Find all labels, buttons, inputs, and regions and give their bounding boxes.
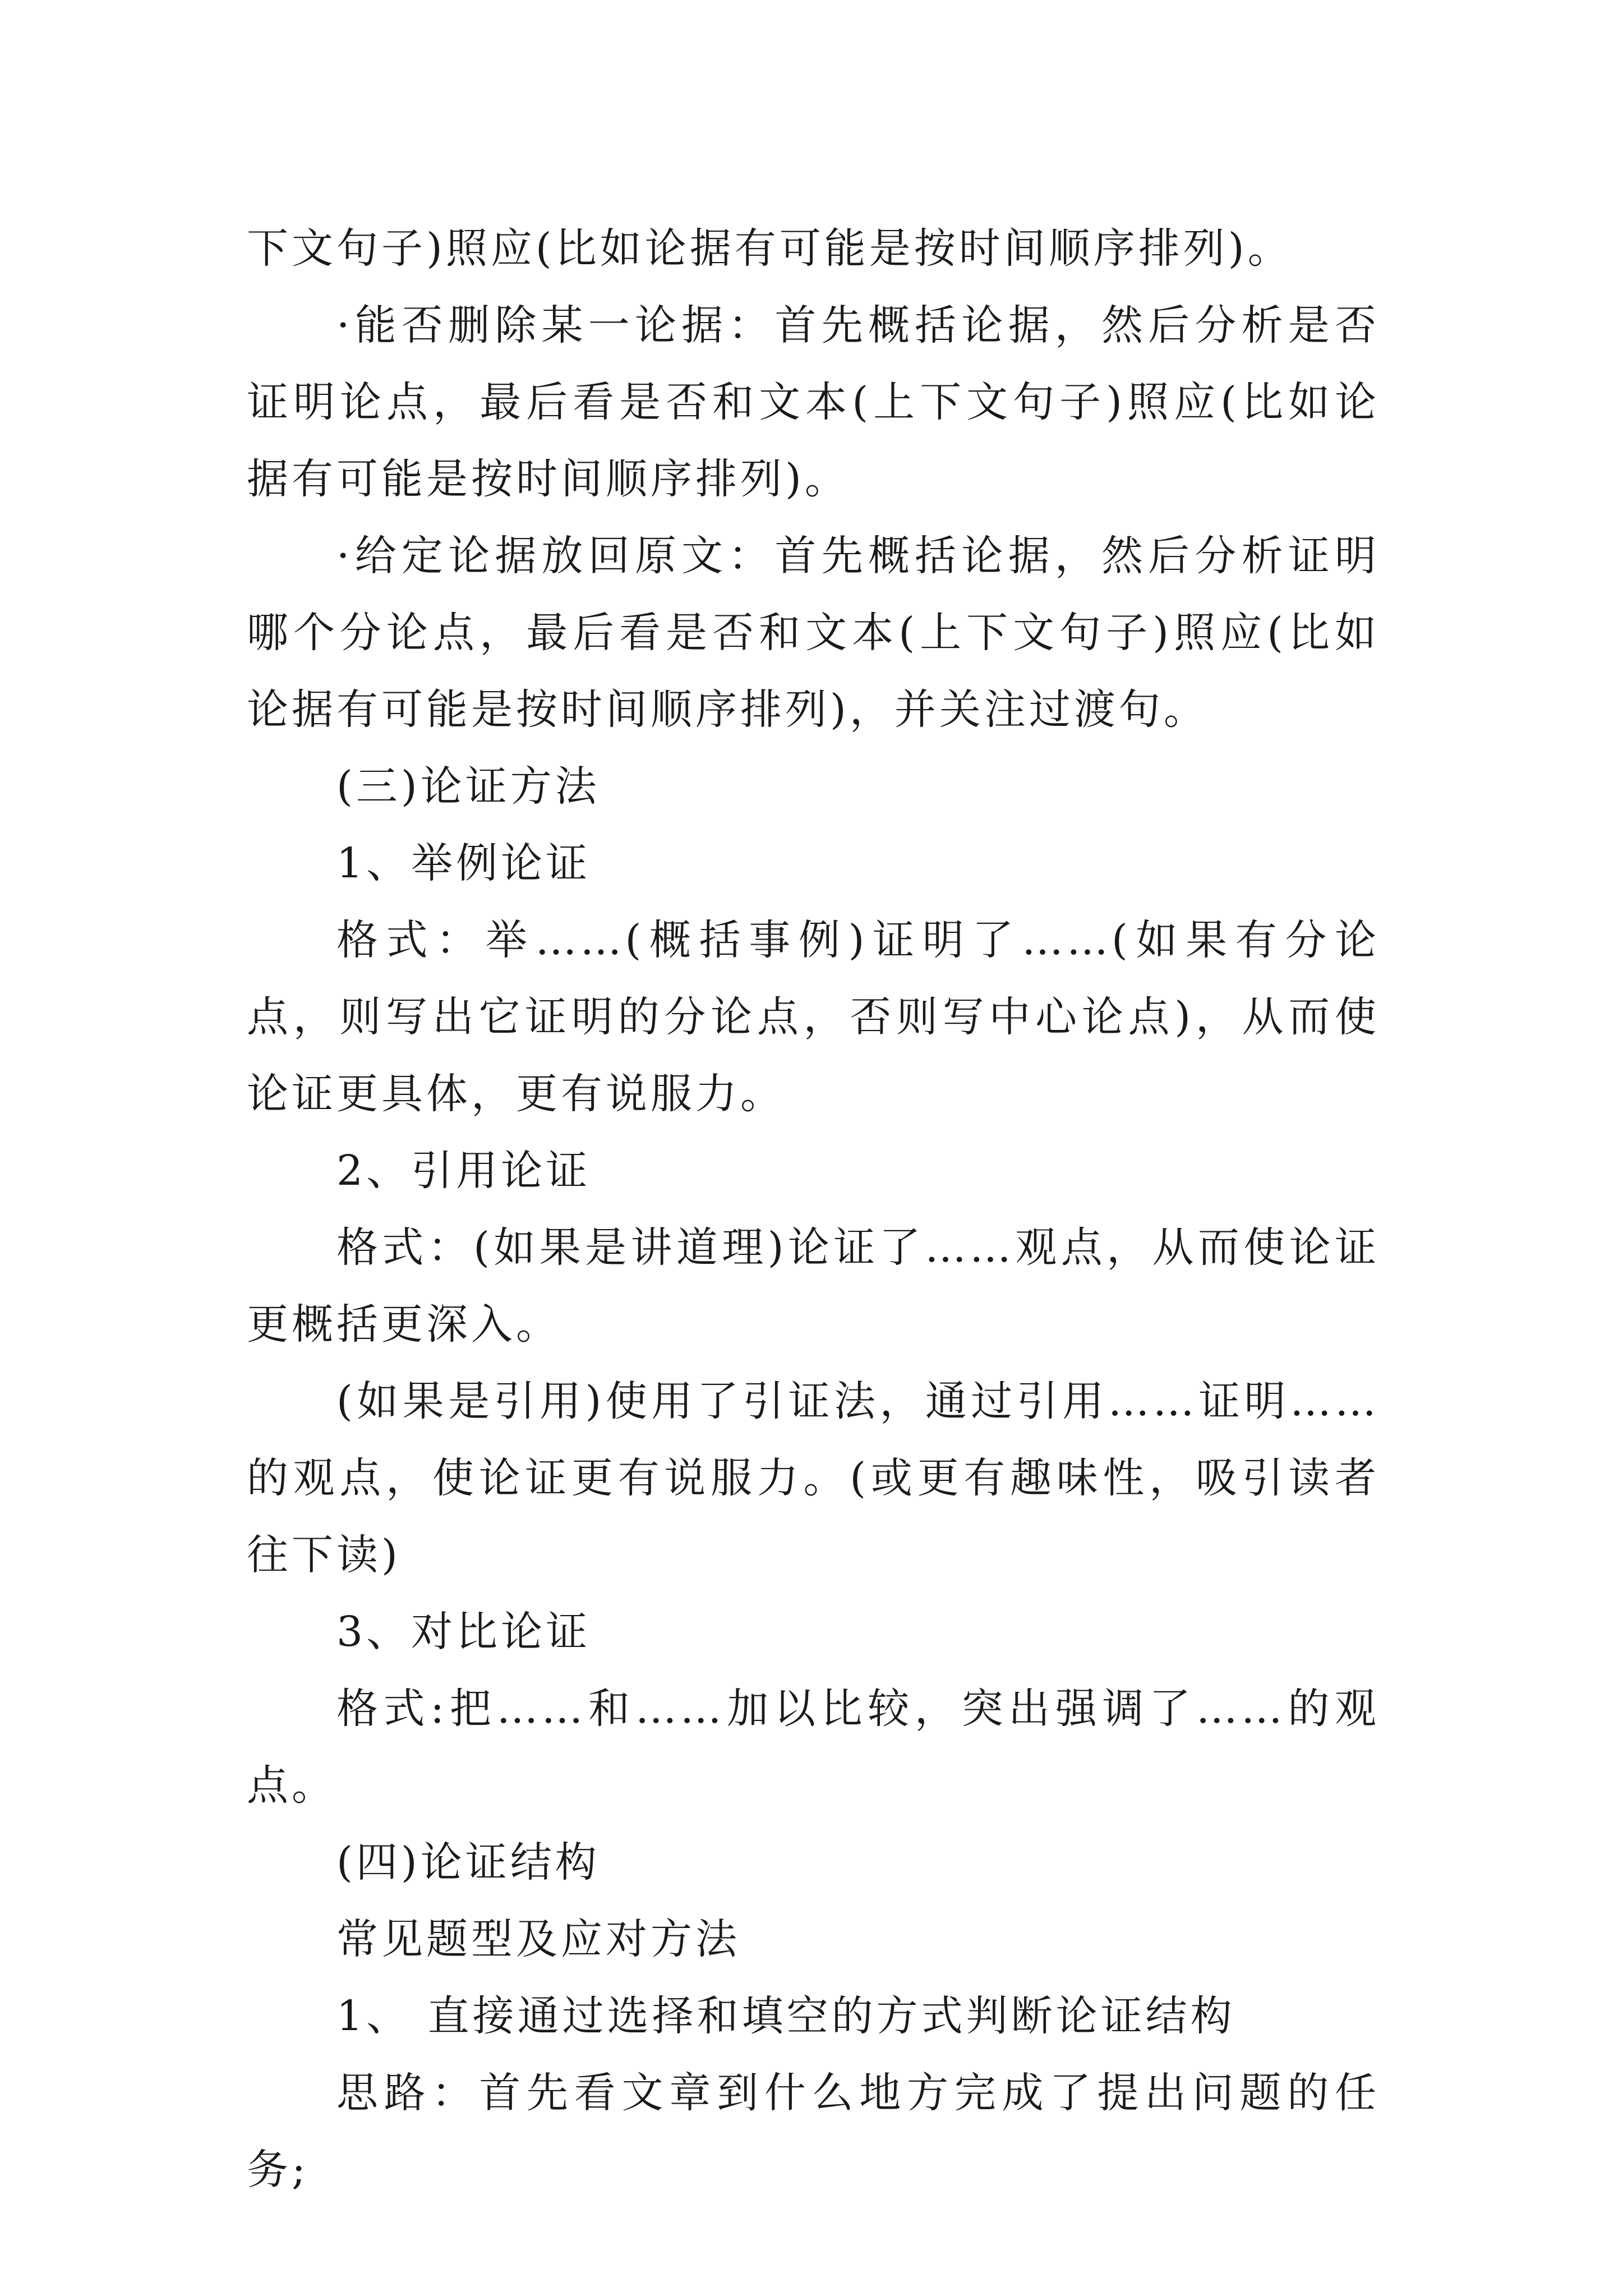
subheading-contrast-argument: 3、对比论证 bbox=[336, 1608, 591, 1656]
section-heading-argument-structure: (四)论证结构 bbox=[336, 1838, 600, 1887]
paragraph-approach: 思路：首先看文章到什么地方完成了提出问题的任务; bbox=[247, 2069, 1380, 2194]
paragraph-structure-question-1: 1、 直接通过选择和填空的方式判断论证结构 bbox=[336, 1992, 1235, 2040]
subheading-quotation-argument: 2、引用论证 bbox=[336, 1147, 591, 1195]
paragraph-quotation-format: 格式：(如果是讲道理)论证了……观点，从而使论证更概括更深入。 bbox=[247, 1223, 1380, 1349]
paragraph-common-question-types: 常见题型及应对方法 bbox=[336, 1915, 740, 1963]
document-body bbox=[247, 210, 1380, 2208]
paragraph-continuation: 下文句子)照应(比如论据有可能是按时间顺序排列)。 bbox=[247, 224, 1293, 273]
paragraph-quotation-usage: (如果是引用)使用了引证法，通过引用……证明……的观点，使论证更有说服力。(或更有趣味性，吸引读者往下读) bbox=[247, 1377, 1380, 1579]
paragraph-example-format: 格式：举……(概括事例)证明了……(如果有分论点，则写出它证明的分论点，否则写中心论点)，从而使论证更具体，更有说服力。 bbox=[247, 916, 1380, 1118]
subheading-example-argument: 1、举例论证 bbox=[336, 839, 591, 887]
paragraph-contrast-format: 格式:把……和……加以比较，突出强调了……的观点。 bbox=[247, 1685, 1380, 1810]
paragraph-place-evidence: ·给定论据放回原文：首先概括论据，然后分析证明哪个分论点，最后看是否和文本(上下文句子)照应(比如论据有可能是按时间顺序排列)，并关注过渡句。 bbox=[247, 532, 1380, 734]
paragraph-delete-evidence: ·能否删除某一论据：首先概括论据，然后分析是否证明论点，最后看是否和文本(上下文句子)照应(比如论据有可能是按时间顺序排列)。 bbox=[247, 301, 1380, 503]
section-heading-argument-methods: (三)论证方法 bbox=[336, 762, 600, 811]
